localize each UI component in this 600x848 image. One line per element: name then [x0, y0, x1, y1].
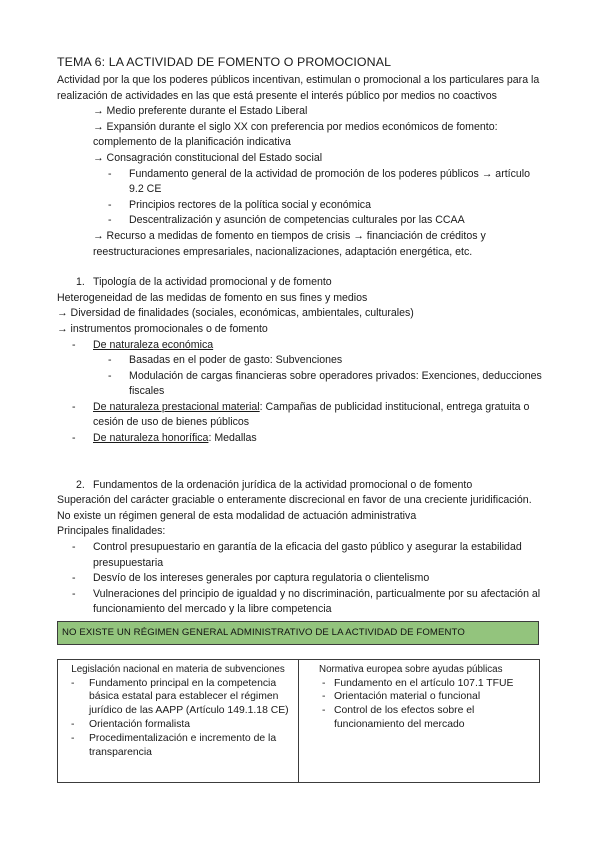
- list-item: - Basadas en el poder de gasto: Subvenciones: [57, 353, 547, 369]
- list-item: [57, 338, 547, 400]
- table-cell-national: [58, 660, 299, 782]
- list-item: - Fundamento principal en la competencia básica estatal para establecer el régimen jurídico de las AAPP (Artículo 149.1.18 CE): [64, 677, 292, 718]
- list-item: - Desvío de los intereses generales por captura regulatoria o clientelismo: [57, 571, 547, 587]
- type-label: De naturaleza prestacional material: [93, 400, 260, 413]
- list-item: - Orientación material o funcional: [319, 690, 533, 704]
- type-label: De naturaleza económica: [93, 338, 214, 351]
- callout-box: NO EXISTE UN RÉGIMEN GENERAL ADMINISTRATIVO DE LA ACTIVIDAD DE FOMENTO: [57, 621, 539, 645]
- history-item: → Medio preferente durante el Estado Liberal: [93, 105, 308, 118]
- section-heading-text: Fundamentos de la ordenación jurídica de la actividad promocional o de fomento: [93, 478, 473, 491]
- type-description: : Medallas: [208, 432, 257, 445]
- economic-sublist: [57, 353, 547, 400]
- section-1-line: Heterogeneidad de las medidas de fomento en sus fines y medios: [57, 291, 368, 304]
- national-list: [64, 677, 292, 760]
- list-item: - Descentralización y asunción de competencias culturales por las CCAA: [57, 213, 547, 229]
- history-item: → Expansión durante el siglo XX con preferencia por medios económicos de fomento: complemento de la planificación indicativa: [93, 120, 498, 149]
- instrument-types-list: [57, 338, 547, 447]
- section-number: 2.: [76, 478, 85, 491]
- cell-heading: Normativa europea sobre ayudas públicas: [319, 664, 503, 675]
- section-heading-text: Tipología de la actividad promocional y de fomento: [93, 276, 332, 289]
- purposes-label: Principales finalidades:: [57, 525, 166, 538]
- comparison-table: [57, 659, 540, 783]
- list-item: - Control de los efectos sobre el funcionamiento del mercado: [319, 704, 533, 732]
- social-state-list: [57, 167, 547, 229]
- list-item: - Fundamento en el artículo 107.1 TFUE: [319, 677, 533, 691]
- cell-heading: Legislación nacional en materia de subvenciones: [71, 664, 285, 675]
- list-item: [57, 431, 547, 447]
- purposes-list: [57, 540, 547, 618]
- type-description: : Campañas de publicidad institucional, entrega gratuita o cesión de uso de bienes públicos: [93, 400, 530, 429]
- crisis-item: → Recurso a medidas de fomento en tiempos de crisis → financiación de créditos y reestructuraciones empresariales, nacionalizaciones, adaptación energética, etc.: [93, 229, 486, 258]
- list-item: - Fundamento general de la actividad de promoción de los poderes públicos → artículo 9.2 CE: [57, 167, 547, 198]
- type-label: De naturaleza honorífica: [93, 432, 209, 445]
- document-page: [57, 54, 547, 618]
- table-cell-european: [299, 660, 539, 782]
- list-item: - Procedimentalización e incremento de la transparencia: [64, 732, 292, 760]
- section-1-line: → Diversidad de finalidades (sociales, económicas, ambientales, culturales): [57, 307, 414, 320]
- list-item: - Modulación de cargas financieras sobre operadores privados: Exenciones, deducciones fiscales: [57, 369, 547, 400]
- history-item: → Consagración constitucional del Estado social: [93, 151, 323, 164]
- section-2-heading: [57, 478, 547, 494]
- list-item: - Vulneraciones del principio de igualdad y no discriminación, particualmente por su afectación al funcionamiento del mercado y la libre competencia: [57, 587, 547, 618]
- section-2-paragraph: Superación del carácter graciable o enteramente discrecional en favor de una creciente juridificación. No existe un régimen general de esta modalidad de actuación administrativa: [57, 494, 532, 522]
- list-item: [57, 400, 547, 431]
- section-1-heading: [57, 275, 547, 291]
- list-item: - Control presupuestario en garantía de la eficacia del gasto público y asegurar la estabilidad presupuestaria: [57, 540, 547, 571]
- intro-paragraph: Actividad por la que los poderes públicos incentivan, estimulan o promocional a los particulares para la realización de actividades en las que está presente el interés público por medios no coactivos: [57, 74, 540, 102]
- european-list: [319, 677, 533, 732]
- document-title: TEMA 6: LA ACTIVIDAD DE FOMENTO O PROMOCIONAL: [57, 55, 392, 69]
- list-item: - Principios rectores de la política social y económica: [57, 198, 547, 214]
- section-number: 1.: [76, 276, 85, 289]
- list-item: - Orientación formalista: [64, 718, 292, 732]
- section-1-line: → instrumentos promocionales o de fomento: [57, 322, 268, 335]
